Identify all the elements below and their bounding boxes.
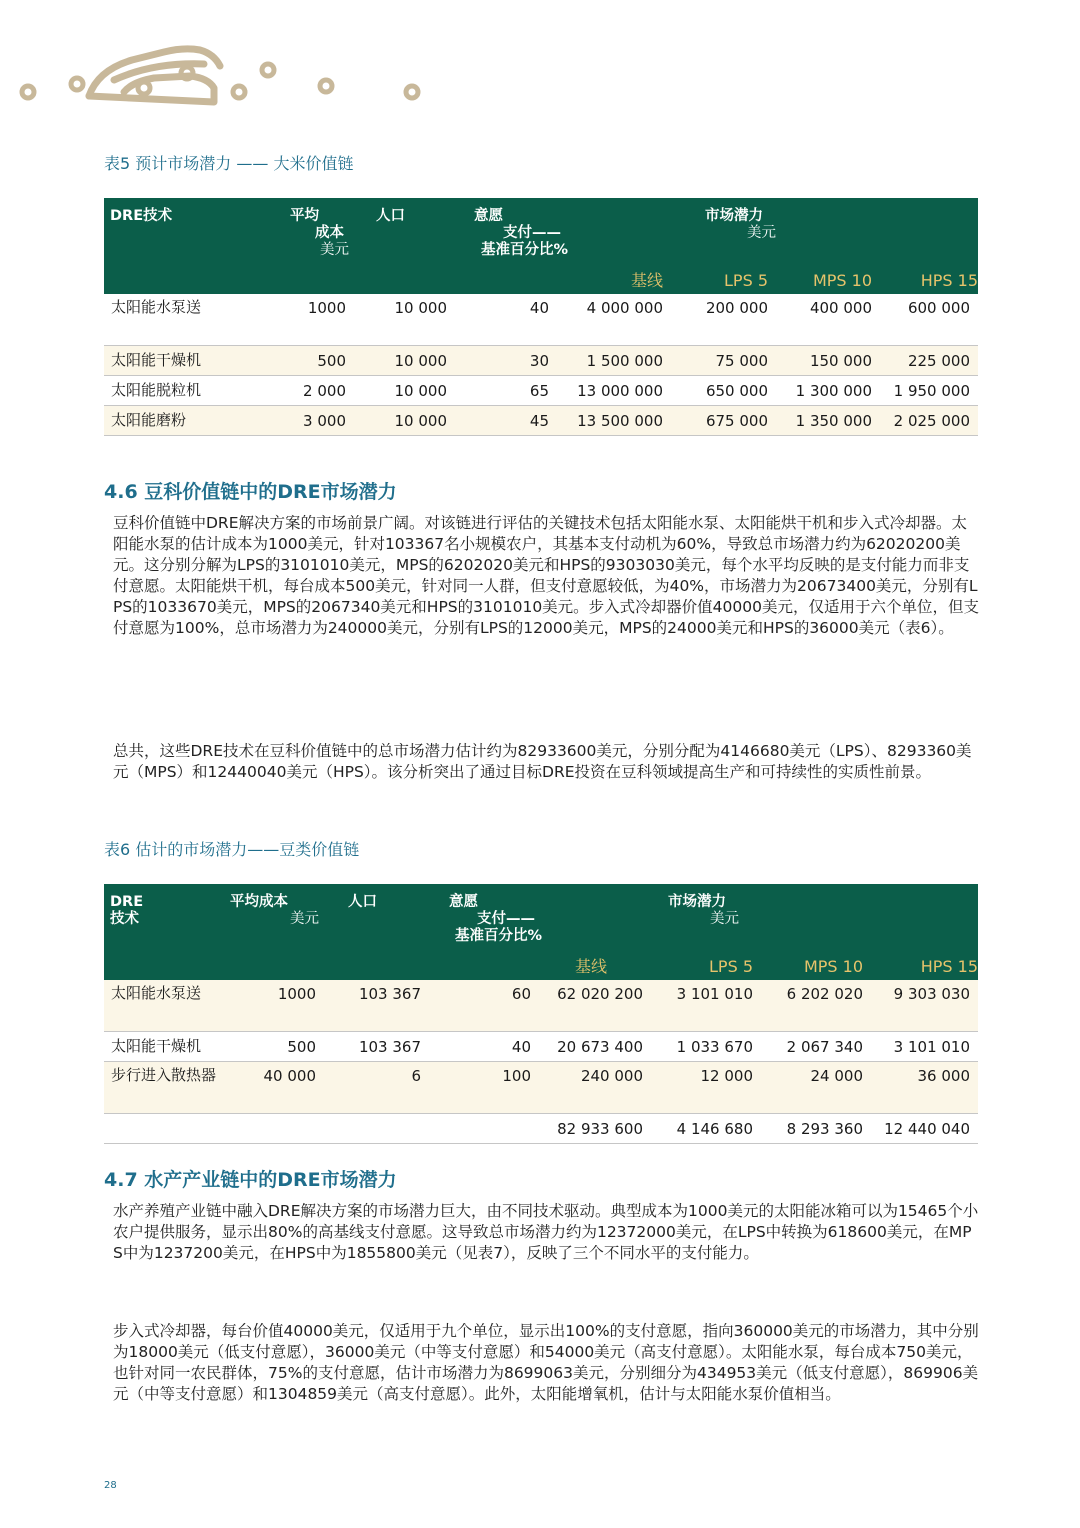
table6-market-potential-legumes [104,884,978,1144]
header-population: 人口 [354,198,455,266]
scenario-hps: HPS 15 [880,266,978,294]
table-row: 太阳能水泵送 1000 10 000 40 4 000 000 200 000 400 000 600 000 [104,294,978,346]
header-population: 人口 [324,884,429,952]
header-willingness: 意愿 支付—— 基准百分比% [429,884,651,952]
scenario-hps: HPS 15 [871,952,978,980]
section-heading-4-6: 4.6 豆科价值链中的DRE市场潜力 [104,481,397,503]
header-tech: DRE技术 [104,198,254,266]
table-row: 太阳能干燥机 500 103 367 40 20 673 400 1 033 670 2 067 340 3 101 010 [104,1032,978,1062]
table6-caption: 表6 估计的市场潜力——豆类价值链 [104,840,360,859]
scenario-baseline: 基线 [557,266,671,294]
header-cost: 平均 成本 美元 [254,198,354,266]
table-row: 太阳能水泵送 1000 103 367 60 62 020 200 3 101 010 6 202 020 9 303 030 [104,980,978,1032]
scenario-baseline: 基线 [539,952,651,980]
scenario-mps: MPS 10 [761,952,871,980]
header-willingness: 意愿 支付—— 基准百分比% [455,198,671,266]
page-number: 28 [104,1480,117,1491]
table-row: 步行进入散热器 40 000 6 100 240 000 12 000 24 000 36 000 [104,1062,978,1114]
header-tech: DRE 技术 [104,884,224,952]
paragraph: 豆科价值链中DRE解决方案的市场前景广阔。对该链进行评估的关键技术包括太阳能水泵、太阳能烘干机和步入式冷却器。太阳能水泵的估计成本为1000美元，针对103367名小规模农户，其基本支付动机为60%，导致总市场潜力约为62020200美元。这分别分解为LPS的3101010美元，MPS的6202020美元和HPS的9303030美元，每个水平均反映的是支付能力而非支付意愿。太阳能烘干机，每台成本500美元，针对同一人群，但支付意愿较低，为40%，市场潜力为20673400美元，分别有LPS的1033670美元，MPS的2067340美元和HPS的3101010美元。步入式冷却器价值40000美元，仅适用于六个单位，但支付意愿为100%，总市场潜力为240000美元，分别有LPS的12000美元，MPS的24000美元和HPS的36000美元（表6）。 [113,514,979,637]
table-total-row: 82 933 600 4 146 680 8 293 360 12 440 040 [104,1114,978,1144]
scenario-mps: MPS 10 [776,266,880,294]
table5-caption: 表5 预计市场潜力 —— 大米价值链 [104,154,354,173]
table-row: 太阳能磨粉 3 000 10 000 45 13 500 000 675 000 1 350 000 2 025 000 [104,406,978,436]
header-market-potential: 市场潜力 美元 [651,884,978,952]
paragraph: 总共，这些DRE技术在豆科价值链中的总市场潜力估计约为82933600美元，分别分配为4146680美元（LPS）、8293360美元（MPS）和12440040美元（HPS）。该分析突出了通过目标DRE投资在豆科领域提高生产和可持续性的实质性前景。 [113,742,972,781]
table-row: 太阳能干燥机 500 10 000 30 1 500 000 75 000 150 000 225 000 [104,346,978,376]
table-row: 太阳能脱粒机 2 000 10 000 65 13 000 000 650 000 1 300 000 1 950 000 [104,376,978,406]
scenario-lps: LPS 5 [671,266,776,294]
section-heading-4-7: 4.7 水产产业链中的DRE市场潜力 [104,1169,397,1191]
header-cost: 平均成本 美元 [224,884,324,952]
paragraph: 步入式冷却器，每台价值40000美元，仅适用于九个单位，显示出100%的支付意愿，指向360000美元的市场潜力，其中分别为18000美元（低支付意愿），36000美元（中等支付意愿）和54000美元（高支付意愿）。太阳能水泵，每台成本750美元，也针对同一农民群体，75%的支付意愿，估计市场潜力为8699063美元，分别细分为434953美元（低支付意愿），869906美元（中等支付意愿）和1304859美元（高支付意愿）。此外，太阳能增氧机，估计与太阳能水泵价值相当。 [113,1322,979,1403]
scenario-lps: LPS 5 [651,952,761,980]
decorative-logo [14,40,434,120]
paragraph: 水产养殖产业链中融入DRE解决方案的市场潜力巨大，由不同技术驱动。典型成本为1000美元的太阳能冰箱可以为15465个小农户提供服务，显示出80%的高基线支付意愿。这导致总市场潜力约为12372000美元，在LPS中转换为618600美元，在MPS中为1237200美元，在HPS中为1855800美元（见表7），反映了三个不同水平的支付能力。 [113,1202,979,1262]
header-market-potential: 市场潜力 美元 [671,198,978,266]
table5-market-potential-rice [104,198,978,436]
